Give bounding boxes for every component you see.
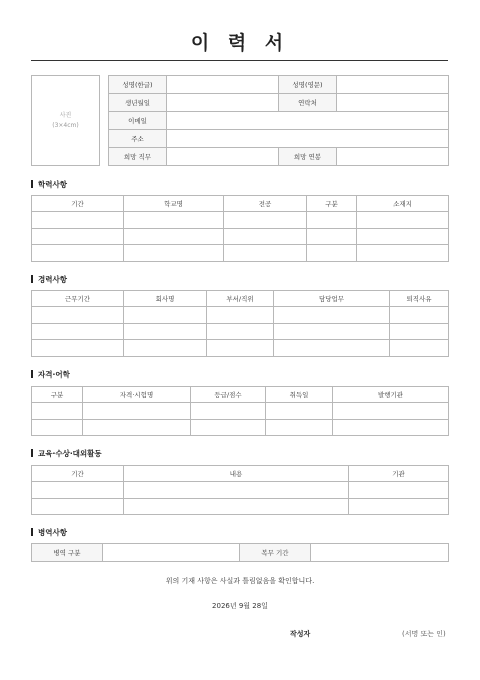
table-cell[interactable] <box>32 245 124 262</box>
table-cell[interactable] <box>32 340 124 357</box>
table-row <box>32 228 449 245</box>
table-cell[interactable] <box>207 340 274 357</box>
table-cell[interactable] <box>357 245 449 262</box>
table-row <box>32 482 449 499</box>
writer-label: 작성자 <box>290 630 311 638</box>
photo-size: (3×4cm) <box>52 121 79 129</box>
table-cell[interactable] <box>124 212 224 229</box>
certs-heading-text: 자격·어학 <box>38 370 70 379</box>
table-cell[interactable] <box>274 340 390 357</box>
table-cell[interactable] <box>390 323 449 340</box>
confirm-statement: 위의 기재 사항은 사실과 틀림없음을 확인합니다. <box>165 577 315 585</box>
certs-heading <box>31 369 70 380</box>
table-row <box>32 419 449 436</box>
column-header: 담당업무 <box>274 291 390 307</box>
military-type-field[interactable] <box>103 544 240 562</box>
career-table <box>31 290 449 357</box>
table-cell[interactable] <box>333 419 449 436</box>
table-cell[interactable] <box>357 228 449 245</box>
table-cell[interactable] <box>124 323 207 340</box>
certs-table <box>31 386 449 436</box>
table-row <box>32 340 449 357</box>
document-title: 이 력 서 <box>190 32 290 54</box>
column-header: 전공 <box>224 196 307 212</box>
education-table <box>31 195 449 262</box>
birth-field[interactable] <box>167 94 279 112</box>
military-period-label: 복무 기간 <box>240 544 311 562</box>
table-row <box>32 323 449 340</box>
table-cell[interactable] <box>32 323 124 340</box>
name-ko-label: 성명(한글) <box>109 76 167 94</box>
heading-bar <box>31 370 33 378</box>
military-heading <box>31 527 67 538</box>
heading-bar <box>31 528 33 536</box>
education-heading <box>31 179 67 190</box>
email-field[interactable] <box>167 112 449 130</box>
table-cell[interactable] <box>207 323 274 340</box>
column-header: 부서/직위 <box>207 291 274 307</box>
column-header: 자격·시험명 <box>83 387 191 403</box>
column-header: 취득일 <box>266 387 333 403</box>
military-table <box>31 543 449 562</box>
table-cell[interactable] <box>266 403 333 420</box>
table-cell[interactable] <box>349 482 449 499</box>
table-cell[interactable] <box>307 245 357 262</box>
column-header: 회사명 <box>124 291 207 307</box>
table-cell[interactable] <box>333 403 449 420</box>
career-heading <box>31 274 67 285</box>
military-heading-text: 병역사항 <box>38 528 67 537</box>
table-cell[interactable] <box>274 323 390 340</box>
table-row <box>32 307 449 324</box>
education-heading-text: 학력사항 <box>38 180 67 189</box>
heading-bar <box>31 180 33 188</box>
table-cell[interactable] <box>390 340 449 357</box>
table-cell[interactable] <box>224 212 307 229</box>
column-header: 등급/점수 <box>191 387 266 403</box>
table-cell[interactable] <box>83 403 191 420</box>
heading-bar <box>31 275 33 283</box>
table-cell[interactable] <box>207 307 274 324</box>
table-cell[interactable] <box>124 245 224 262</box>
photo-box[interactable] <box>31 75 100 166</box>
table-row <box>32 245 449 262</box>
title-rule <box>31 60 448 61</box>
table-cell[interactable] <box>124 340 207 357</box>
activities-heading-text: 교육·수상·대외활동 <box>38 449 102 458</box>
table-cell[interactable] <box>32 212 124 229</box>
salary-field[interactable] <box>337 148 449 166</box>
column-header: 발행기관 <box>333 387 449 403</box>
table-row <box>32 498 449 515</box>
table-cell[interactable] <box>83 419 191 436</box>
salary-label: 희망 연봉 <box>279 148 337 166</box>
table-cell[interactable] <box>349 498 449 515</box>
column-header: 구분 <box>307 196 357 212</box>
column-header: 기간 <box>32 466 124 482</box>
column-header: 구분 <box>32 387 83 403</box>
activities-table <box>31 465 449 515</box>
table-cell[interactable] <box>390 307 449 324</box>
column-header: 기간 <box>32 196 124 212</box>
position-field[interactable] <box>167 148 279 166</box>
column-header: 내용 <box>124 466 349 482</box>
contact-field[interactable] <box>337 94 449 112</box>
name-ko-field[interactable] <box>167 76 279 94</box>
birth-label: 생년월일 <box>109 94 167 112</box>
table-row <box>32 403 449 420</box>
table-cell[interactable] <box>191 419 266 436</box>
position-label: 희망 직무 <box>109 148 167 166</box>
military-type-label: 병역 구분 <box>32 544 103 562</box>
name-en-field[interactable] <box>337 76 449 94</box>
heading-bar <box>31 449 33 457</box>
table-cell[interactable] <box>124 482 349 499</box>
table-cell[interactable] <box>307 228 357 245</box>
activities-heading <box>31 448 102 459</box>
table-cell[interactable] <box>124 307 207 324</box>
table-cell[interactable] <box>307 212 357 229</box>
column-header: 퇴직사유 <box>390 291 449 307</box>
table-cell[interactable] <box>266 419 333 436</box>
name-en-label: 성명(영문) <box>279 76 337 94</box>
career-heading-text: 경력사항 <box>38 275 67 284</box>
table-cell[interactable] <box>224 228 307 245</box>
table-cell[interactable] <box>274 307 390 324</box>
column-header: 학교명 <box>124 196 224 212</box>
table-cell[interactable] <box>32 419 83 436</box>
table-cell[interactable] <box>191 403 266 420</box>
address-label: 주소 <box>109 130 167 148</box>
contact-label: 연락처 <box>279 94 337 112</box>
column-header: 기관 <box>349 466 449 482</box>
table-cell[interactable] <box>32 307 124 324</box>
document-date: 2026년 9월 28일 <box>212 602 268 610</box>
column-header: 소재지 <box>357 196 449 212</box>
address-field[interactable] <box>167 130 449 148</box>
email-label: 이메일 <box>109 112 167 130</box>
table-cell[interactable] <box>32 482 124 499</box>
signature-field[interactable]: (서명 또는 인) <box>402 630 446 638</box>
table-cell[interactable] <box>124 498 349 515</box>
table-cell[interactable] <box>357 212 449 229</box>
table-cell[interactable] <box>32 228 124 245</box>
personal-info-table <box>108 75 449 166</box>
table-row <box>32 212 449 229</box>
photo-label: 사진 <box>59 111 72 119</box>
column-header: 근무기간 <box>32 291 124 307</box>
table-cell[interactable] <box>32 498 124 515</box>
table-cell[interactable] <box>224 245 307 262</box>
table-cell[interactable] <box>124 228 224 245</box>
table-cell[interactable] <box>32 403 83 420</box>
military-period-field[interactable] <box>311 544 449 562</box>
